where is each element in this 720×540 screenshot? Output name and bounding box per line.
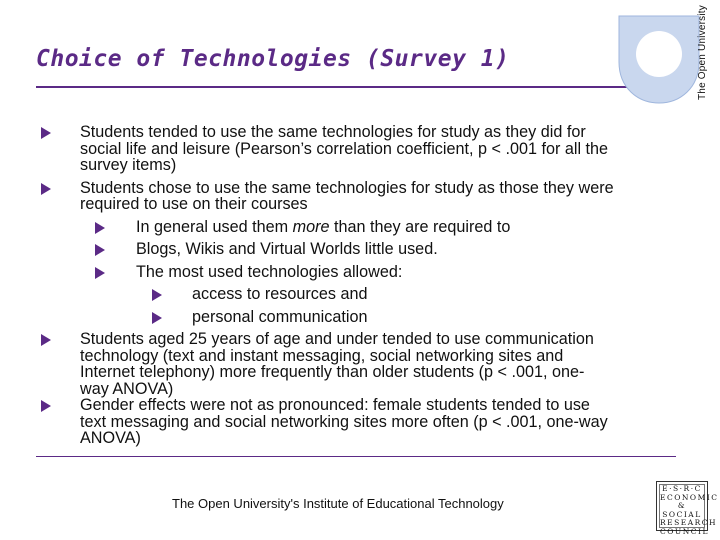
open-university-shield-logo <box>616 14 702 106</box>
bullet-item: Gender effects were not as pronounced: female students tended to use text messaging and social networking sites more often (p < .001, one-way ANOVA) <box>36 397 676 447</box>
bullet-list <box>36 124 676 447</box>
esrc-logo: E·S·R·C ECONOMIC & SOCIAL RESEARCH COUNCIL <box>656 481 708 531</box>
sub-sub-bullet-item: personal communication <box>36 309 676 326</box>
triangle-bullet-icon <box>41 183 51 195</box>
bullet-item: Students tended to use the same technologies for study as they did for social life and leisure (Pearson’s correlation coefficient, p < .001 for all the survey items) <box>36 124 676 174</box>
sub-sub-bullet-item: access to resources and <box>36 286 676 303</box>
title-divider <box>36 86 676 88</box>
bullet-item: Students chose to use the same technologies for study as those they were required to use on their courses <box>36 180 676 213</box>
triangle-bullet-icon <box>152 312 162 324</box>
triangle-bullet-icon <box>95 222 105 234</box>
triangle-bullet-icon <box>95 267 105 279</box>
footer-text: The Open University's Institute of Educational Technology <box>172 496 504 511</box>
triangle-bullet-icon <box>41 334 51 346</box>
slide-title: Choice of Technologies (Survey 1) <box>36 46 510 72</box>
triangle-bullet-icon <box>152 289 162 301</box>
bullet-item: Students aged 25 years of age and under tended to use communication technology (text and instant messaging, social networking sites and Internet telephony) more frequently than older students (p < .001, one- way ANOVA) <box>36 331 676 397</box>
sub-bullet-item: Blogs, Wikis and Virtual Worlds little used. <box>36 241 676 258</box>
open-university-logo-text: The Open University <box>697 5 708 100</box>
sub-bullet-item: The most used technologies allowed: <box>36 264 676 281</box>
triangle-bullet-icon <box>41 400 51 412</box>
footer-divider <box>36 456 676 457</box>
triangle-bullet-icon <box>95 244 105 256</box>
triangle-bullet-icon <box>41 127 51 139</box>
sub-bullet-item: In general used them more than they are required to <box>36 219 676 236</box>
